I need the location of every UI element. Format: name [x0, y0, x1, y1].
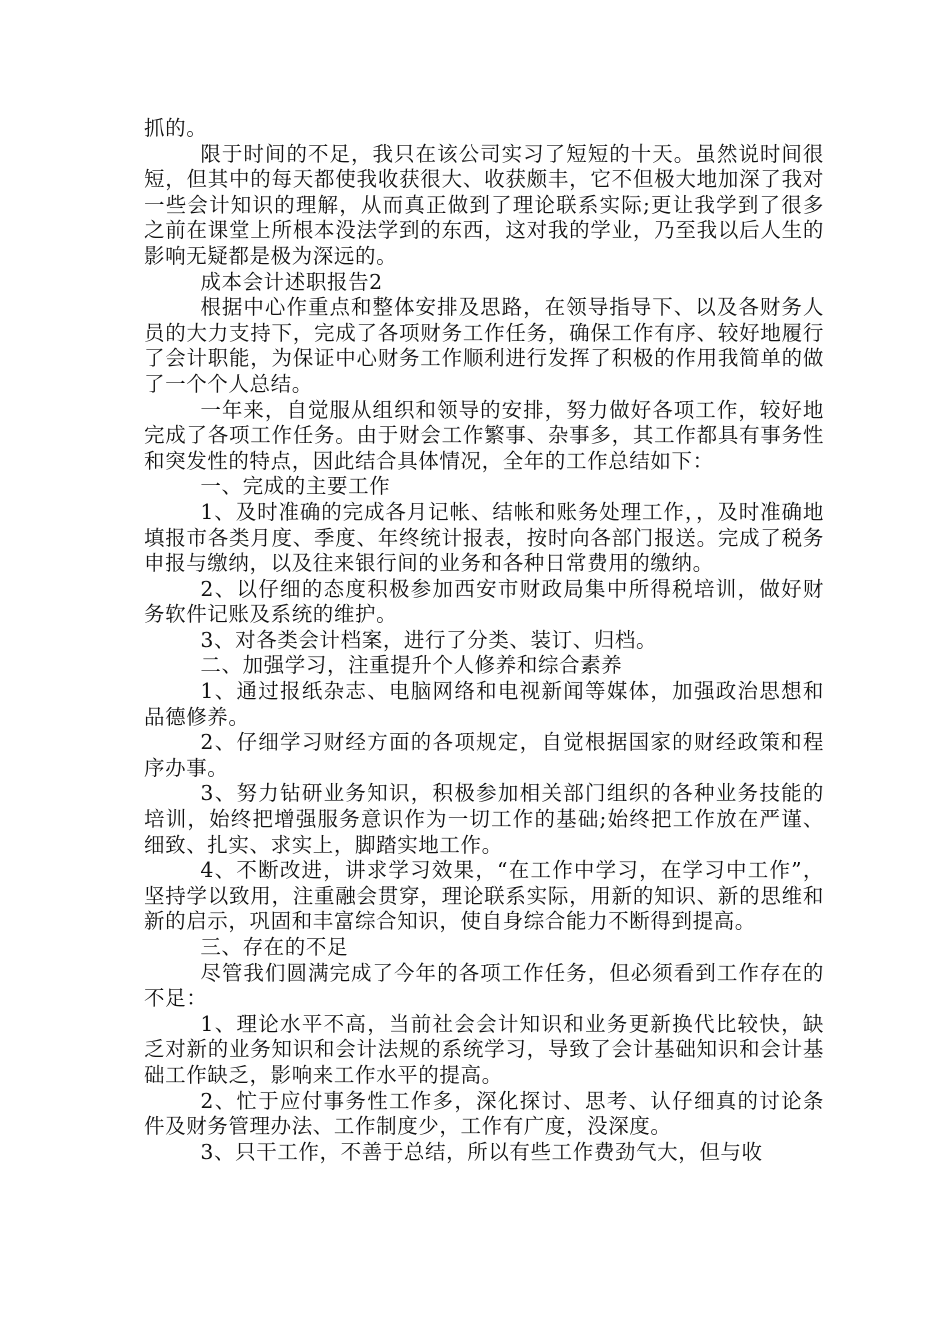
- section-heading: 二、加强学习，注重提升个人修养和综合素养: [200, 653, 623, 678]
- list-item: 2、以仔细的态度积极参加西安市财政局集中所得税培训，做好财务软件记账及系统的维护。: [144, 576, 824, 627]
- paragraph: 根据中心作重点和整体安排及思路，在领导指导下、以及各财务人员的大力支持下，完成了各项财务工作任务，确保工作有序、较好地履行了会计职能，为保证中心财务工作顺利进行发挥了积极的作用我简单的做了一个个人总结。: [144, 295, 824, 396]
- list-item: 1、理论水平不高，当前社会会计知识和业务更新换代比较快，缺乏对新的业务知识和会计法规的系统学习，导致了会计基础知识和会计基础工作缺乏，影响来工作水平的提高。: [144, 1011, 824, 1087]
- paragraph: 一年来，自觉服从组织和领导的安排，努力做好各项工作，较好地完成了各项工作任务。由于财会工作繁事、杂事多，其工作都具有事务性和突发性的特点，因此结合具体情况，全年的工作总结如下：: [144, 397, 824, 473]
- list-item: 1、通过报纸杂志、电脑网络和电视新闻等媒体，加强政治思想和品德修养。: [144, 679, 824, 729]
- paragraph: 尽管我们圆满完成了今年的各项工作任务，但必须看到工作存在的不足：: [144, 960, 824, 1011]
- paragraph: 限于时间的不足，我只在该公司实习了短短的十天。虽然说时间很短，但其中的每天都使我收获很大、收获颇丰，它不但极大地加深了我对一些会计知识的理解，从而真正做到了理论联系实际;更让我学到了很多之前在课堂上所根本没法学到的东西，这对我的学业，乃至我以后人生的影响无疑都是极为深远的。: [144, 141, 824, 268]
- section-heading: 一、完成的主要工作: [200, 474, 391, 499]
- list-item: 4、不断改进，讲求学习效果，“在工作中学习，在学习中工作”，坚持学以致用，注重融会贯穿，理论联系实际，用新的知识、新的思维和新的启示，巩固和丰富综合知识，使自身综合能力不断得到提高。: [144, 858, 824, 934]
- section-heading: 三、存在的不足: [200, 935, 349, 959]
- section-title: 成本会计述职报告2: [200, 269, 383, 294]
- list-item: 3、对各类会计档案，进行了分类、装订、归档。: [200, 627, 658, 652]
- list-item: 2、仔细学习财经方面的各项规定，自觉根据国家的财经政策和程序办事。: [144, 730, 824, 780]
- list-item: 3、努力钻研业务知识，积极参加相关部门组织的各种业务技能的培训，始终把增强服务意识作为一切工作的基础;始终把工作放在严谨、细致、扎实、求实上，脚踏实地工作。: [144, 781, 824, 857]
- document-page: [144, 116, 824, 1165]
- paragraph: 抓的。: [144, 116, 208, 140]
- list-item: 2、忙于应付事务性工作多，深化探讨、思考、认仔细真的讨论条件及财务管理办法、工作制度少，工作有广度，没深度。: [144, 1088, 824, 1139]
- list-item: 1、及时准确的完成各月记帐、结帐和账务处理工作，，及时准确地填报市各类月度、季度、年终统计报表，按时向各部门报送。完成了税务申报与缴纳，以及往来银行间的业务和各种日常费用的缴纳。: [144, 499, 824, 576]
- list-item: 3、只干工作，不善于总结，所以有些工作费劲气大，但与收: [200, 1139, 763, 1164]
